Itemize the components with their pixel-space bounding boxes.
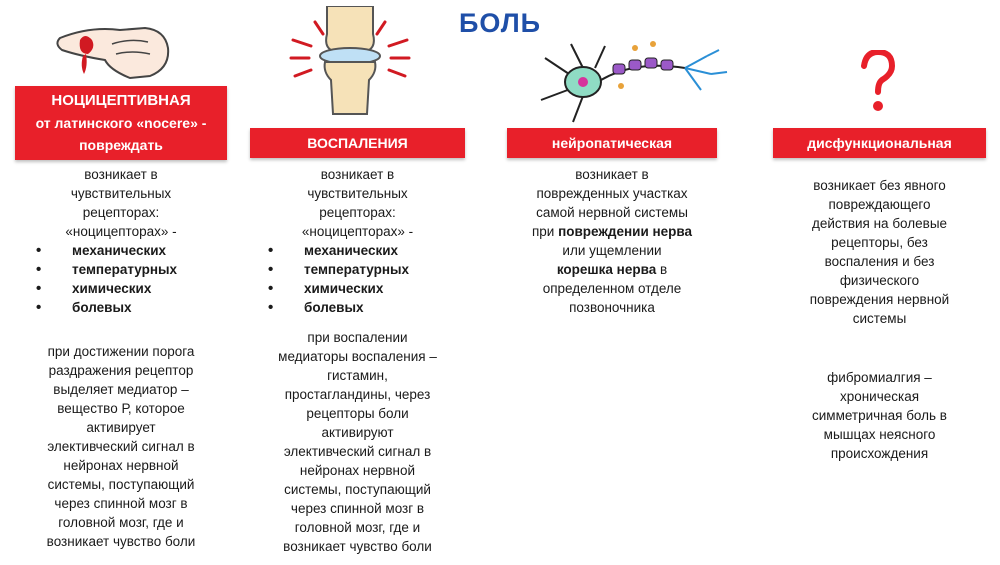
banner-line: дисфункциональная xyxy=(807,135,952,151)
text-line: фибромиалгия – xyxy=(827,370,932,385)
intro-text xyxy=(250,165,465,241)
text-line: «ноцицепторах» - xyxy=(301,224,414,239)
text-line: возникает в xyxy=(84,167,158,182)
banner-nociceptive xyxy=(15,86,227,160)
text-line: возникает без явного xyxy=(813,178,946,193)
text-line: рецепторах: xyxy=(319,205,396,220)
text-line: возникает чувство боли xyxy=(46,534,196,549)
text-line: симметричная боль в xyxy=(812,408,947,423)
text-line: медиаторы воспаления – xyxy=(278,349,437,364)
text-line: мышцах неясного xyxy=(823,427,936,442)
banner-line: НОЦИЦЕПТИВНАЯ xyxy=(51,92,191,109)
list-item: • болевых xyxy=(36,298,177,317)
text-line: через спинной мозг в xyxy=(290,501,425,516)
text-line: чувствительных xyxy=(307,186,408,201)
list-item: • механических xyxy=(268,241,409,260)
knee-joint-icon xyxy=(285,6,415,116)
text-line: нейронах нервной xyxy=(299,463,416,478)
text-line: простагландины, через xyxy=(284,387,431,402)
text-line: выделяет медиатор – xyxy=(53,382,189,397)
banner-neuropathic xyxy=(507,128,717,158)
text-line: позвоночника xyxy=(569,300,655,315)
text-line: поврежденных участках xyxy=(536,186,688,201)
text-line: возникает в xyxy=(320,167,395,182)
text-line: «ноцицепторах» - xyxy=(65,224,177,239)
text-line: раздражения рецептор xyxy=(48,363,194,378)
text-line: чувствительных xyxy=(70,186,172,201)
text-line: системы, поступающий xyxy=(284,482,431,497)
text-line: при воспалении xyxy=(307,330,408,345)
text-line: происхождения xyxy=(830,446,929,461)
emphasis-nerve-damage: повреждении нерва xyxy=(558,224,693,239)
text-line: рецепторах: xyxy=(82,205,160,220)
text-line: повреждающего xyxy=(828,197,931,212)
text-line: при достижении порога xyxy=(47,344,195,359)
receptor-list xyxy=(36,241,177,317)
text-line: системы xyxy=(852,311,907,326)
neuron-icon xyxy=(535,38,735,126)
text-line: головной мозг, где и xyxy=(294,520,421,535)
text-line: через спинной мозг в xyxy=(54,496,188,511)
text-line: определенном отделе xyxy=(542,281,682,296)
list-item: • температурных xyxy=(268,260,409,279)
list-item: • болевых xyxy=(268,298,409,317)
banner-line: повреждать xyxy=(79,137,163,153)
text-line: рецепторы, без xyxy=(831,235,928,250)
page-title: БОЛЬ xyxy=(458,8,542,38)
text-line: самой нервной системы xyxy=(536,205,688,220)
body-text xyxy=(15,342,227,551)
text-line: элективческий сигнал в xyxy=(47,439,195,454)
body-text xyxy=(250,328,465,556)
text-line: активируют xyxy=(321,425,394,440)
list-item: • химических xyxy=(268,279,409,298)
finger-blood-icon xyxy=(50,8,180,86)
intro-text xyxy=(15,165,227,241)
emphasis-nerve-root: корешка нерва xyxy=(556,262,657,277)
text-fragment: при xyxy=(531,224,559,239)
banner-line: ВОСПАЛЕНИЯ xyxy=(307,135,408,151)
banner-dysfunctional xyxy=(773,128,986,158)
text-line: действия на болевые xyxy=(811,216,948,231)
intro-text xyxy=(773,176,986,328)
text-line: нейронах нервной xyxy=(63,458,179,473)
neuropathic-text xyxy=(507,165,717,317)
text-line: или ущемлении xyxy=(562,243,662,258)
text-line: головной мозг, где и xyxy=(58,515,184,530)
text-line: возникает в xyxy=(575,167,649,182)
text-line: физического xyxy=(839,273,920,288)
text-line: элективческий сигнал в xyxy=(283,444,432,459)
text-fragment: в xyxy=(656,262,668,277)
receptor-list xyxy=(268,241,409,317)
list-item: • химических xyxy=(36,279,177,298)
text-line: повреждения нервной xyxy=(809,292,950,307)
text-line: возникает чувство боли xyxy=(283,539,432,554)
text-line: хроническая xyxy=(839,389,920,404)
text-line: рецепторы боли xyxy=(306,406,409,421)
text-line: воспаления и без xyxy=(824,254,935,269)
text-line: активирует xyxy=(86,420,156,435)
question-mark-icon xyxy=(858,50,898,114)
body-text xyxy=(773,368,986,463)
list-item: • температурных xyxy=(36,260,177,279)
text-line: системы, поступающий xyxy=(47,477,195,492)
text-line: вещество Р, которое xyxy=(57,401,185,416)
text-line xyxy=(507,260,717,279)
text-line xyxy=(507,222,717,241)
banner-line: от латинского «nocere» - xyxy=(35,115,207,131)
banner-inflammation xyxy=(250,128,465,158)
text-line: гистамин, xyxy=(327,368,388,383)
list-item: • механических xyxy=(36,241,177,260)
banner-line: нейропатическая xyxy=(551,135,673,151)
